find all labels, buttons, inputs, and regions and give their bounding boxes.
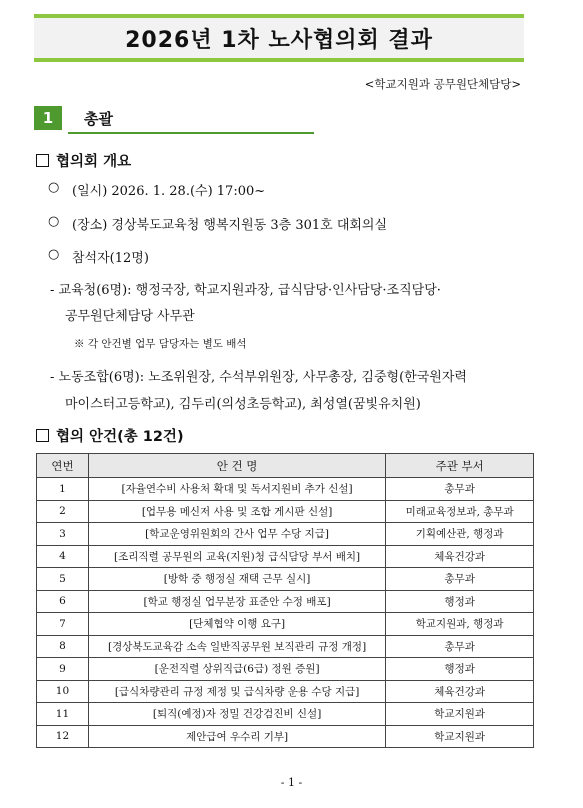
department-label: <학교지원과 공무원단체담당> xyxy=(364,77,521,91)
agenda-item: [학교운영위원회의 간사 업무 수당 지급] xyxy=(88,523,385,546)
row-number: 2 xyxy=(37,500,89,523)
row-number: 9 xyxy=(37,658,89,681)
section-title: 총괄 xyxy=(84,110,113,128)
table-row xyxy=(37,478,534,501)
agenda-item: [단체협약 이행 요구] xyxy=(88,613,385,636)
document-title: 2026년 1차 노사협의회 결과 xyxy=(34,18,524,58)
agenda-item: 제안급여 우수리 기부] xyxy=(88,725,385,748)
office-attendees-line2: 공무원단체담당 사무관 xyxy=(65,309,195,324)
agenda-item: [방학 중 행정실 재택 근무 실시] xyxy=(88,568,385,591)
table-row xyxy=(37,725,534,748)
row-number: 10 xyxy=(37,680,89,703)
table-row xyxy=(37,545,534,568)
department: 행정과 xyxy=(386,590,534,613)
column-header-item: 안 건 명 xyxy=(88,454,385,478)
department: 행정과 xyxy=(386,658,534,681)
union-attendees-line1: - 노동조합(6명): 노조위원장, 수석부위원장, 사무총장, 김중형(한국원자력 xyxy=(50,370,467,385)
agenda-item: [경상북도교육감 소속 일반직공무원 보직관리 규정 개정] xyxy=(88,635,385,658)
table-row xyxy=(37,658,534,681)
department: 학교지원과 xyxy=(386,725,534,748)
agenda-item: [퇴직(예정)자 정밀 건강검진비 신설] xyxy=(88,703,385,726)
column-header-department: 주관 부서 xyxy=(386,454,534,478)
meeting-place: (장소) 경상북도교육청 행복지원동 3층 301호 대회의실 xyxy=(72,218,388,233)
agenda-item: [급식차량관리 규정 제정 및 급식차량 운용 수당 지급] xyxy=(88,680,385,703)
title-bottom-rule xyxy=(34,58,524,62)
row-number: 3 xyxy=(37,523,89,546)
column-header-number: 연번 xyxy=(37,454,89,478)
agenda-item: [업무용 메신저 사용 및 조합 게시판 신설] xyxy=(88,500,385,523)
agenda-heading xyxy=(36,425,184,446)
circle-bullet-icon: ○ xyxy=(48,247,60,262)
section-underline xyxy=(68,132,314,134)
attendee-note: ※ 각 안건별 업무 담당자는 별도 배석 xyxy=(74,338,247,350)
department: 체육건강과 xyxy=(386,545,534,568)
section-number: 1 xyxy=(34,106,62,130)
union-attendees-line2: 마이스터고등학교), 김두리(의성초등학교), 최성열(꿈빛유치원) xyxy=(65,397,421,412)
row-number: 4 xyxy=(37,545,89,568)
department: 미래교육정보과, 총무과 xyxy=(386,500,534,523)
attendees-count: 참석자(12명) xyxy=(72,251,149,266)
agenda-item: [자율연수비 사용처 확대 및 독서지원비 추가 신설] xyxy=(88,478,385,501)
meeting-date: (일시) 2026. 1. 28.(수) 17:00~ xyxy=(72,184,266,199)
table-row xyxy=(37,613,534,636)
agenda-item: [조리직렬 공무원의 교육(지원)청 급식담당 부서 배치] xyxy=(88,545,385,568)
circle-bullet-icon: ○ xyxy=(48,214,60,229)
table-row xyxy=(37,568,534,591)
row-number: 8 xyxy=(37,635,89,658)
department: 총무과 xyxy=(386,478,534,501)
table-row xyxy=(37,635,534,658)
row-number: 5 xyxy=(37,568,89,591)
row-number: 11 xyxy=(37,703,89,726)
department: 학교지원과 xyxy=(386,703,534,726)
row-number: 6 xyxy=(37,590,89,613)
overview-heading-text: 협의회 개요 xyxy=(56,154,132,170)
table-row xyxy=(37,500,534,523)
row-number: 7 xyxy=(37,613,89,636)
table-row xyxy=(37,590,534,613)
checkbox-square-icon xyxy=(36,429,49,442)
department: 체육건강과 xyxy=(386,680,534,703)
page-number: - 1 - xyxy=(280,776,303,789)
department: 기획예산관, 행정과 xyxy=(386,523,534,546)
agenda-table xyxy=(36,453,534,748)
department: 총무과 xyxy=(386,568,534,591)
row-number: 12 xyxy=(37,725,89,748)
department: 학교지원과, 행정과 xyxy=(386,613,534,636)
title-banner xyxy=(34,14,524,62)
agenda-item: [학교 행정실 업무분장 표준안 수정 배포] xyxy=(88,590,385,613)
table-row xyxy=(37,523,534,546)
agenda-item: [운전직렬 상위직급(6급) 정원 증원] xyxy=(88,658,385,681)
agenda-heading-text: 협의 안건(총 12건) xyxy=(56,429,184,445)
checkbox-square-icon xyxy=(36,154,49,167)
table-row xyxy=(37,703,534,726)
department: 총무과 xyxy=(386,635,534,658)
table-row xyxy=(37,680,534,703)
agenda-table-header xyxy=(37,454,534,478)
circle-bullet-icon: ○ xyxy=(48,180,60,195)
row-number: 1 xyxy=(37,478,89,501)
office-attendees-line1: - 교육청(6명): 행정국장, 학교지원과장, 급식담당·인사담당·조직담당· xyxy=(50,283,441,298)
overview-heading xyxy=(36,150,131,171)
